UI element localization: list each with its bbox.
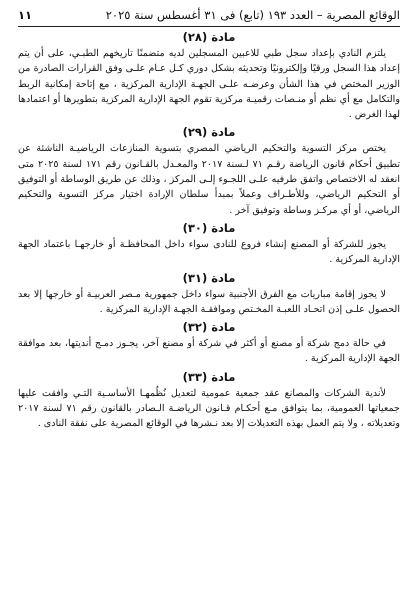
article-heading: مادة (٣٠) bbox=[182, 220, 236, 235]
article-32 bbox=[18, 320, 400, 367]
article-29 bbox=[18, 125, 400, 217]
header-title: الوقائع المصرية – العدد ١٩٣ (تابع) فى ٣١ أغسطس سنة ٢٠٢٥ bbox=[105, 8, 400, 22]
article-text: يجوز للشركة أو المصنع إنشاء فروع للنادى سواء داخل المحافظـة أو خارجهـا باعتماد الجهة الإدارية المركزية . bbox=[18, 238, 400, 266]
article-text: يختص مركز التسوية والتحكيم الرياضي المصري بتسوية المنازعات الرياضيـة الناشئة عن تطبيق أحكام قانون الرياضة رقـم ٧١ لـسنة ٢٠١٧ والمعـدل بالقـانون رقم ١٧١ لسنة ٢٠٢٥ متى انعقد له الاختصاص واتفق طرفيه علـى اللجـوء إلـى المركز ، وذلك عن طريق الوساطة أو التوفيق أو التحكيم الرياضي، وللأطـراف وعملاً بمبدأ سلطان الإرادة اختيار مركز التسوية والتحكيم الرياضي، أو أي مركـز وساطة وتوفيق آخر . bbox=[18, 143, 400, 216]
article-33 bbox=[18, 370, 400, 432]
page-number: ١١ bbox=[18, 8, 33, 22]
article-30 bbox=[18, 221, 400, 268]
article-heading: مادة (٢٩) bbox=[182, 125, 236, 140]
article-text: يلتزم النادي بإعداد سجل طبي للاعبين المسجلين لديه متضمنًا تاريخهم الطبـي، على أن يتم إعداد هذا السجل ورقيًا وإلكترونيًا وتحديثه بشكل دوري كـل عـام علـى وفق القرارات الصادرة من الوزير المختص في هذا الشأن وعرضـه علـى الجهـة الإدارية المركزية ، مع إتاحة إمكانية الربط والتكامل مع أي نظم أو منـصات رقميـة مركزية تقوم الجهة الإدارية المركزية بتطويرها أو اعتمادها لهذا الغرض . bbox=[18, 48, 400, 121]
article-text: لا يجوز إقامة مباريات مع الفرق الأجنبية سواء داخل جمهورية مـصر العربيـة أو خارجها إلا بعد الحصول علـى إذن اتحـاد اللعبـة المخـتص وموافقـة الجهـة الإدارية المركزية . bbox=[18, 288, 400, 315]
article-text: في حالة دمج شركة أو مصنع أو أكثر في شركة أو مصنع آخر، يجـوز دمـج أنديتها، بعد موافقة الجهة الإدارية المركزية . bbox=[18, 338, 400, 365]
page-header bbox=[18, 6, 400, 27]
article-heading: مادة (٣٣) bbox=[182, 369, 236, 384]
article-heading: مادة (٢٨) bbox=[182, 30, 236, 44]
article-31 bbox=[18, 271, 400, 318]
article-heading: مادة (٣١) bbox=[182, 270, 236, 285]
article-28 bbox=[18, 30, 400, 122]
article-heading: مادة (٣٢) bbox=[182, 320, 236, 335]
article-text: لأندية الشركات والمصانع عقد جمعية عمومية لتعديل نُظُمهـا الأساسـية التـي وافقت عليها جمعياتها العمومية، بما يتوافق مـع أحكـام قـانون الرياضـة الـصادر بالقانون رقم ٧١ لسنة ٢٠١٧ وتعديلاته ، ولا يتم العمل بهذه التعديلات إلا بعد نـشرها في الوقائع المصرية على نفقة النادى . bbox=[18, 387, 400, 430]
